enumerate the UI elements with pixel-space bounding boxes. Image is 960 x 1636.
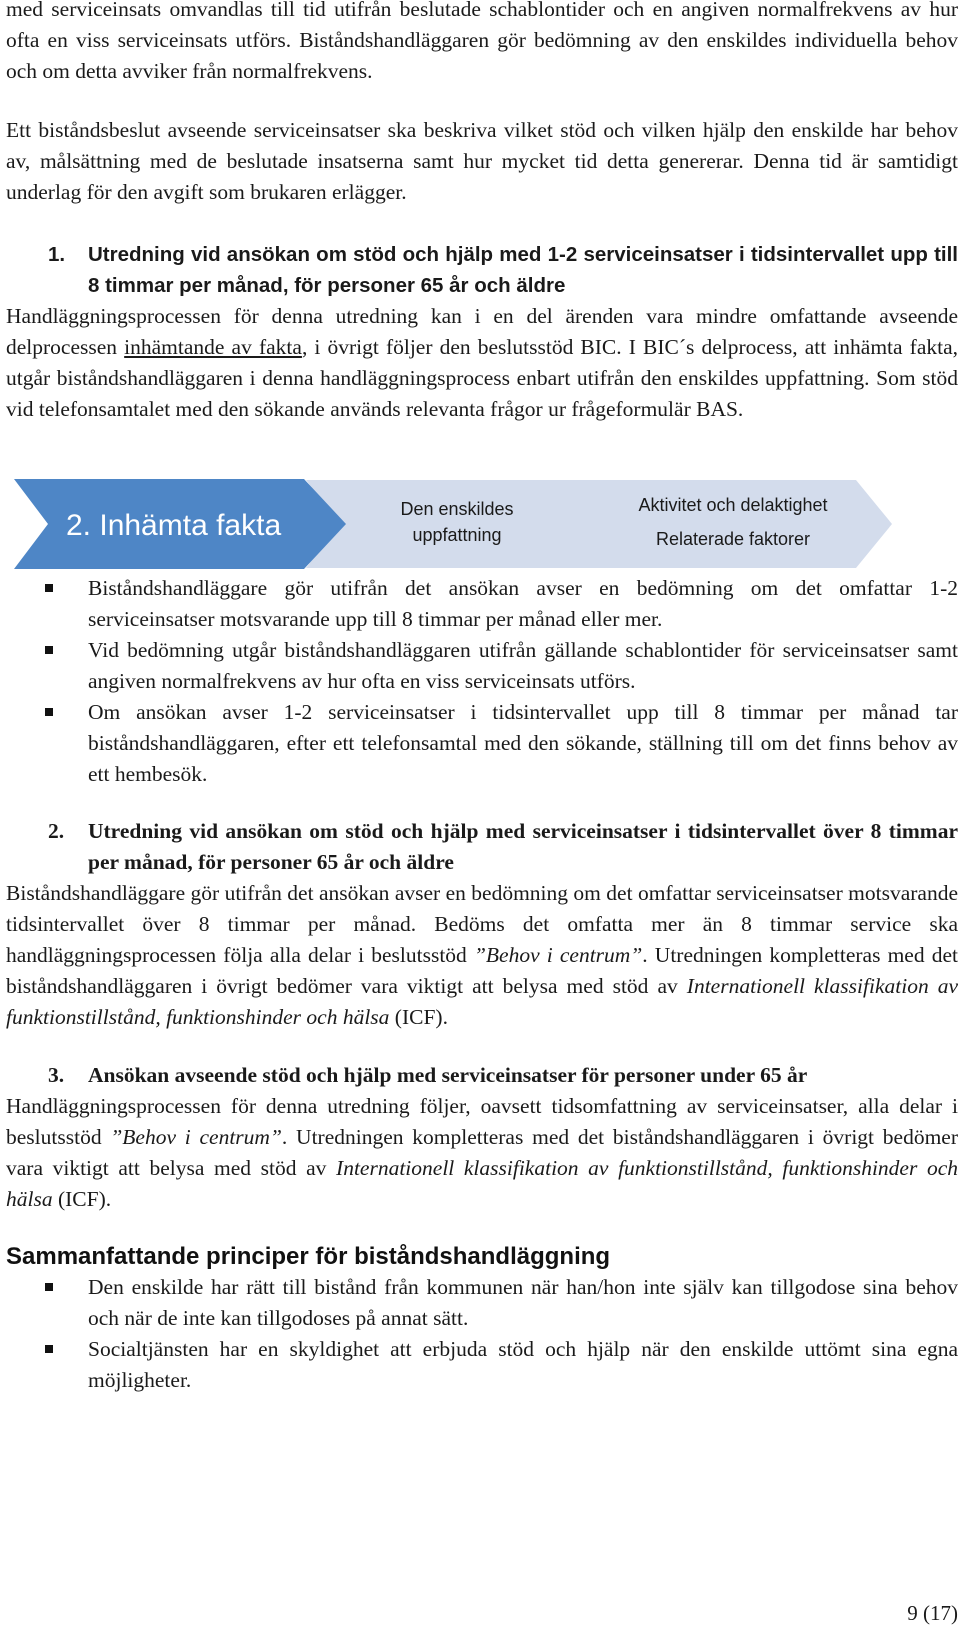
section3-heading (6, 1060, 958, 1091)
section1-heading (6, 239, 958, 301)
list-item (6, 1334, 958, 1396)
decision-paragraph: Ett biståndsbeslut avseende serviceinsatser ska beskriva vilket stöd och vilken hjälp den enskilde har behov av, målsättning med de beslutade insatserna samt hur mycket tid detta genererar. Denna tid är samtidigt underlag för den avgift som brukaren erlägger. (6, 118, 958, 204)
list-item (6, 697, 958, 790)
bullet-text: Vid bedömning utgår biståndshandläggaren utifrån gällande schablontider för serviceinsatser samt angiven normalfrekvens av hur ofta en viss serviceinsats utförs. (88, 638, 958, 693)
intro-paragraph: med serviceinsats omvandlas till tid utifrån beslutade schablontider och en angiven normalfrekvens av hur ofta en viss serviceinsats utförs. Biståndshandläggaren gör bedömning av den enskildes individuella behov och om detta avviker från normalfrekvens. (6, 0, 958, 83)
square-bullet-icon (45, 1345, 53, 1353)
process-diagram (6, 473, 958, 573)
section2-body-a: Biståndshandläggare gör utifrån det ansökan avser en bedömning om det omfattar serviceinsatser motsvarande tidsintervallet över 8 timmar per månad. Bedöms det omfatta mer än 8 timmar service ska handläggningsprocessen följa alla delar i beslutsstöd (6, 881, 958, 967)
list-item (6, 1272, 958, 1334)
section3-body (6, 1091, 958, 1215)
section3-body-italic1: ”Behov i centrum” (110, 1125, 282, 1149)
inhamtande-fakta-link[interactable]: inhämtande av fakta (124, 335, 302, 359)
list-item (6, 573, 958, 635)
section3-title: Ansökan avseende stöd och hjälp med serviceinsatser för personer under 65 år (88, 1063, 808, 1087)
section1-body (6, 301, 958, 425)
section1-body-a: Handläggningsprocessen för denna utredning kan i en del ärenden vara mindre omfattande avseende delprocessen (6, 304, 958, 359)
square-bullet-icon (45, 708, 53, 716)
section1-title: Utredning vid ansökan om stöd och hjälp med 1-2 serviceinsatser i tidsintervallet upp till 8 timmar per månad, för personer 65 år och äldre (88, 243, 958, 297)
square-bullet-icon (45, 584, 53, 592)
process-chevrons (14, 473, 894, 573)
section2-title: Utredning vid ansökan om stöd och hjälp med serviceinsatser i tidsintervallet över 8 timmar per månad, för personer 65 år och äldre (88, 819, 958, 874)
section3-body-italic2: Internationell klassifikation av funktionstillstånd, funktionshinder och hälsa (6, 1156, 958, 1211)
section3-body-c: (ICF). (52, 1187, 112, 1211)
section2-body-italic2: Internationell klassifikation av funktionstillstånd, funktionshinder och hälsa (6, 974, 959, 1029)
section2-heading (6, 816, 958, 878)
section3-body-b: . Utredningen kompletteras med det biståndshandläggaren i övrigt bedömer vara viktigt att belysa med stöd av (6, 1125, 959, 1180)
step2-label-line1: Den enskildes (400, 499, 514, 519)
summary-heading: Sammanfattande principer för biståndshandläggning (6, 1243, 611, 1270)
section2-body-c: (ICF). (389, 1005, 448, 1029)
step2-label-line2: uppfattning (412, 525, 502, 545)
section3-number: 3. (48, 1063, 65, 1087)
bullet-text: Socialtjänsten har en skyldighet att erbjuda stöd och hjälp när den enskilde uttömt sina egna möjligheter. (88, 1337, 958, 1392)
chevron-step2 (306, 480, 628, 568)
square-bullet-icon (45, 1283, 53, 1291)
summary-bullet-list (6, 1272, 958, 1396)
section1-number: 1. (48, 243, 66, 266)
section3-body-a: Handläggningsprocessen för denna utredning följer, oavsett tidsomfattning av serviceinsatser, alla delar i beslutsstöd (6, 1094, 958, 1149)
section1-body-b: , i övrigt följer den beslutsstöd BIC. I BIC´s delprocess, att inhämta fakta, utgår biståndshandläggaren i denna handläggningsprocess enbart utifrån den enskildes uppfattning. Som stöd vid telefonsamtalet med den sökande används relevanta frågor ur frågeformulär BAS. (6, 335, 959, 421)
bullet-text: Om ansökan avser 1-2 serviceinsatser i tidsintervallet upp till 8 timmar per månad tar biståndshandläggaren, efter ett telefonsamtal med den sökande, ställning till om det finns behov av ett hembesök. (88, 700, 958, 786)
square-bullet-icon (45, 646, 53, 654)
step3-label-line2: Relaterade faktorer (655, 529, 811, 549)
bullet-text: Biståndshandläggare gör utifrån det ansökan avser en bedömning om det omfattar 1-2 serviceinsatser motsvarande upp till 8 timmar per månad eller mer. (88, 576, 958, 631)
section2-body-b: . Utredningen kompletteras med det biståndshandläggaren i övrigt bedömer vara viktigt att belysa med stöd av (6, 943, 959, 998)
page-number: 9 (17) (907, 1601, 958, 1625)
section2-body-italic1: ”Behov i centrum” (473, 943, 643, 967)
step1-label: 2. Inhämta fakta (66, 509, 282, 542)
document-page (6, 0, 958, 1396)
section2-number: 2. (48, 819, 65, 843)
bullet-text: Den enskilde har rätt till bistånd från kommunen när han/hon inte själv kan tillgodose sina behov och när de inte kan tillgodoses på annat sätt. (88, 1275, 958, 1330)
section2-body (6, 878, 958, 1033)
list-item (6, 635, 958, 697)
assessment-bullet-list (6, 573, 958, 790)
step3-label-line1: Aktivitet och delaktighet (638, 495, 828, 515)
